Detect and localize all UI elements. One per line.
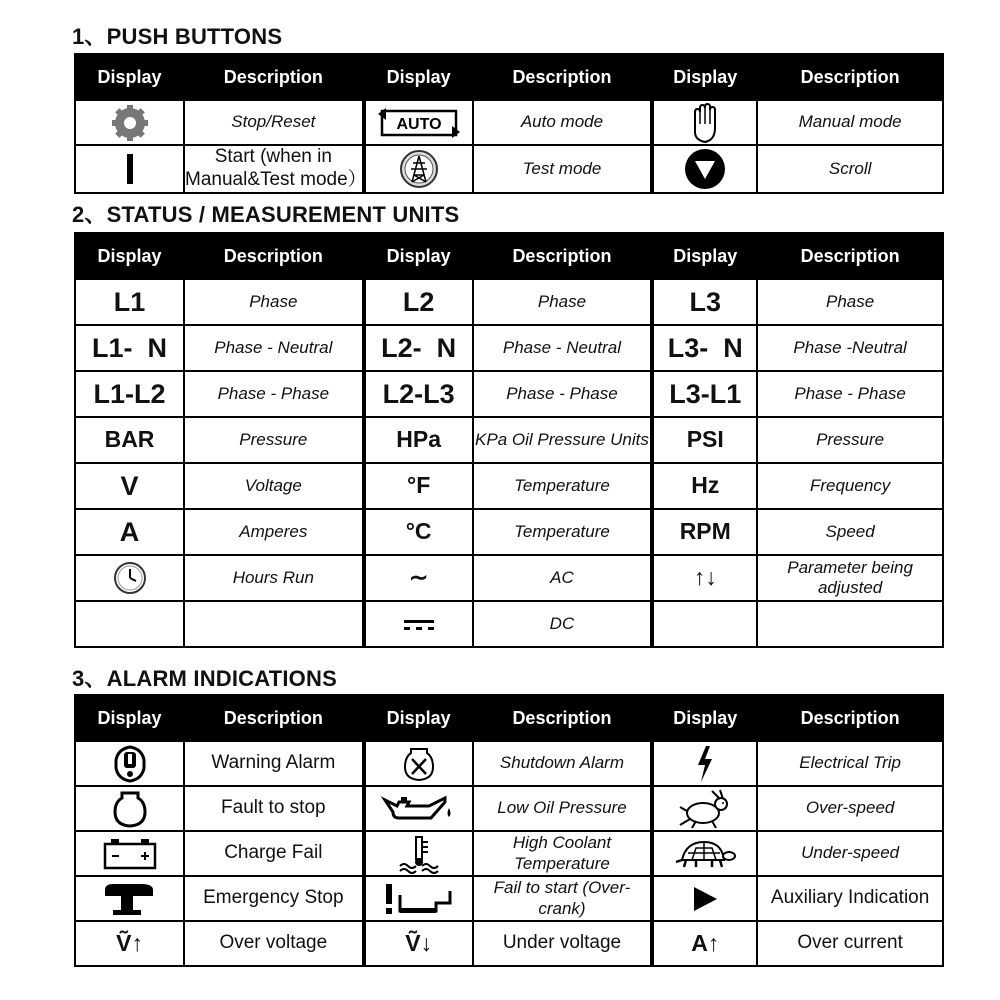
description-cell <box>184 876 364 921</box>
description-cell <box>473 786 653 831</box>
display-symbol: BAR <box>104 426 155 453</box>
table-row <box>75 831 943 876</box>
description-text: Low Oil Pressure <box>497 798 627 818</box>
turtle-icon <box>674 836 736 872</box>
header-display: Display <box>652 233 757 279</box>
rabbit-icon <box>676 789 734 829</box>
display-symbol: L2-L3 <box>382 378 455 409</box>
display-cell <box>364 371 473 417</box>
description-cell <box>757 921 943 966</box>
description-text: Over-speed <box>805 798 895 818</box>
description-text: Speed <box>825 521 875 541</box>
description-text: Hours Run <box>232 567 314 587</box>
dc-icon <box>401 614 437 634</box>
description-cell <box>473 100 653 145</box>
description-cell <box>184 371 364 417</box>
description-text: Under-speed <box>801 843 900 863</box>
header-description: Description <box>757 233 943 279</box>
description-text: Auxiliary Indication <box>770 887 930 909</box>
display-cell <box>652 279 757 325</box>
table-row <box>75 921 943 966</box>
display-symbol: L1 <box>113 286 146 317</box>
description-cell <box>473 145 653 193</box>
description-cell <box>473 921 653 966</box>
description-text: Scroll <box>828 158 872 178</box>
display-symbol: HPa <box>396 426 442 453</box>
header-display: Display <box>652 54 757 100</box>
display-cell <box>364 417 473 463</box>
display-cell <box>364 145 473 193</box>
display-symbol: L3-L1 <box>669 378 742 409</box>
description-text: Amperes <box>239 521 308 541</box>
table-row <box>75 555 943 601</box>
description-text: Electrical Trip <box>799 753 901 773</box>
description-text: Temperature <box>514 521 610 541</box>
display-cell <box>75 831 184 876</box>
description-cell <box>184 786 364 831</box>
header-description: Description <box>473 695 653 741</box>
display-cell <box>75 876 184 921</box>
description-text: Voltage <box>244 475 302 495</box>
description-cell <box>757 509 943 555</box>
description-cell <box>757 279 943 325</box>
alarm-indications-table <box>74 694 944 967</box>
display-cell <box>75 921 184 966</box>
table-row <box>75 325 943 371</box>
auto-arrows-icon <box>375 106 463 140</box>
description-text: Over current <box>797 932 903 954</box>
display-symbol: L2 <box>402 286 435 317</box>
table-row <box>75 417 943 463</box>
description-cell <box>757 371 943 417</box>
display-cell <box>652 831 757 876</box>
description-cell <box>184 921 364 966</box>
header-display: Display <box>364 695 473 741</box>
display-cell <box>75 100 184 145</box>
stop-reset-gear-icon <box>110 103 150 143</box>
header-description: Description <box>184 695 364 741</box>
fail-start-icon <box>380 881 458 917</box>
display-cell <box>652 463 757 509</box>
display-cell <box>75 463 184 509</box>
description-cell <box>184 555 364 601</box>
table-row <box>75 100 943 145</box>
display-symbol: PSI <box>686 426 724 453</box>
display-cell <box>75 279 184 325</box>
description-cell <box>757 601 943 647</box>
display-symbol: L1- N <box>91 332 167 363</box>
description-cell <box>757 417 943 463</box>
header-display: Display <box>75 54 184 100</box>
header-description: Description <box>473 54 653 100</box>
push-buttons-table <box>74 53 944 194</box>
battery-icon <box>101 836 159 872</box>
header-display: Display <box>364 54 473 100</box>
description-text: Shutdown Alarm <box>499 753 625 773</box>
description-text: Phase - Phase <box>217 383 330 403</box>
shutdown-alarm-icon <box>401 745 437 783</box>
display-cell <box>364 325 473 371</box>
header-display: Display <box>364 233 473 279</box>
display-symbol: V <box>120 470 139 501</box>
display-cell <box>75 601 184 647</box>
emergency-stop-icon <box>101 880 159 918</box>
description-cell <box>757 100 943 145</box>
description-cell <box>473 876 653 921</box>
description-cell <box>757 876 943 921</box>
display-cell <box>75 555 184 601</box>
description-text: Emergency Stop <box>203 887 344 909</box>
description-cell <box>184 279 364 325</box>
description-cell <box>473 279 653 325</box>
display-symbol: °C <box>405 518 432 545</box>
table-row <box>75 371 943 417</box>
description-cell <box>473 509 653 555</box>
display-cell <box>652 417 757 463</box>
description-text: Phase <box>826 291 875 311</box>
description-cell <box>473 463 653 509</box>
display-cell <box>364 786 473 831</box>
header-display: Display <box>652 695 757 741</box>
section-title-push-buttons: 1、PUSH BUTTONS <box>72 24 283 49</box>
description-cell <box>184 741 364 786</box>
display-cell <box>75 509 184 555</box>
svg-text:AUTO: AUTO <box>396 115 442 133</box>
display-cell <box>75 371 184 417</box>
description-text: Manual mode <box>798 112 902 132</box>
display-symbol: L1-L2 <box>93 378 166 409</box>
table-row <box>75 741 943 786</box>
description-text: Auto mode <box>520 112 604 132</box>
display-cell <box>364 555 473 601</box>
display-cell <box>652 509 757 555</box>
description-cell <box>184 417 364 463</box>
description-cell <box>757 145 943 193</box>
table-row <box>75 786 943 831</box>
display-cell <box>75 741 184 786</box>
lightning-icon <box>694 745 716 783</box>
description-text: Pressure <box>239 429 308 449</box>
display-cell <box>652 100 757 145</box>
display-cell <box>652 876 757 921</box>
display-cell <box>75 786 184 831</box>
description-text: Stop/Reset <box>231 112 316 132</box>
display-cell <box>652 921 757 966</box>
description-text: Phase <box>537 291 587 311</box>
description-text: Parameter being adjusted <box>787 557 913 597</box>
description-cell <box>473 555 653 601</box>
warning-alarm-icon <box>110 744 150 784</box>
description-cell <box>184 509 364 555</box>
display-cell <box>364 831 473 876</box>
display-symbol: L3 <box>689 286 722 317</box>
description-text: Frequency <box>809 475 891 495</box>
description-text: Fail to start (Over-crank) <box>493 878 631 918</box>
display-symbol: A <box>119 516 140 547</box>
hand-icon <box>687 102 723 144</box>
display-symbol: ∼ <box>409 564 429 591</box>
table-row <box>75 876 943 921</box>
status-units-table <box>74 232 944 648</box>
oil-can-icon <box>379 792 459 826</box>
coolant-temp-icon <box>397 834 441 874</box>
description-text: Phase - Phase <box>794 383 906 403</box>
display-cell <box>652 786 757 831</box>
display-symbol: Ṽ↓ <box>405 929 433 956</box>
display-symbol: Hz <box>691 472 720 499</box>
description-cell <box>473 741 653 786</box>
header-description: Description <box>473 233 653 279</box>
display-cell <box>75 417 184 463</box>
display-cell <box>652 371 757 417</box>
description-cell <box>757 786 943 831</box>
description-cell <box>184 100 364 145</box>
description-text: Fault to stop <box>221 797 326 819</box>
header-description: Description <box>184 233 364 279</box>
display-cell <box>652 741 757 786</box>
header-display: Display <box>75 695 184 741</box>
description-cell <box>473 371 653 417</box>
display-symbol: °F <box>407 472 431 499</box>
description-cell <box>473 601 653 647</box>
display-cell <box>364 463 473 509</box>
test-tower-icon <box>399 149 439 189</box>
display-symbol: L3- N <box>667 332 743 363</box>
display-cell <box>364 921 473 966</box>
table-row <box>75 463 943 509</box>
description-text: KPa Oil Pressure Units <box>475 429 649 449</box>
description-text: AC <box>550 567 574 587</box>
display-symbol: RPM <box>679 518 731 545</box>
table-row <box>75 601 943 647</box>
description-cell <box>473 417 653 463</box>
table-row <box>75 509 943 555</box>
table-row <box>75 145 943 193</box>
description-cell <box>757 463 943 509</box>
header-description: Description <box>757 54 943 100</box>
fault-stop-icon <box>112 789 148 829</box>
description-text: Test mode <box>522 158 602 178</box>
description-cell <box>473 831 653 876</box>
start-bar-icon <box>124 152 136 186</box>
description-text: Temperature <box>514 475 610 495</box>
description-text: Phase -Neutral <box>793 337 907 357</box>
clock-icon <box>113 561 147 595</box>
display-cell <box>364 876 473 921</box>
play-triangle-icon <box>690 884 720 914</box>
description-cell <box>184 601 364 647</box>
description-text: Start (when in Manual&Test mode） <box>185 146 367 190</box>
display-cell <box>364 509 473 555</box>
description-cell <box>184 463 364 509</box>
description-text: DC <box>549 613 575 633</box>
description-cell <box>757 741 943 786</box>
scroll-down-icon <box>684 148 726 190</box>
display-cell <box>75 325 184 371</box>
display-cell <box>364 601 473 647</box>
header-description: Description <box>757 695 943 741</box>
section-title-status-units: 2、STATUS / MEASUREMENT UNITS <box>72 202 460 227</box>
description-cell <box>757 831 943 876</box>
description-text: Phase <box>249 291 298 311</box>
description-cell <box>184 325 364 371</box>
display-cell <box>364 741 473 786</box>
display-symbol: L2- N <box>381 332 457 363</box>
display-symbol: ↑↓ <box>693 564 717 591</box>
description-cell <box>184 145 367 193</box>
section-title-alarm-indications: 3、ALARM INDICATIONS <box>72 666 337 691</box>
display-cell <box>652 145 757 193</box>
display-cell <box>652 555 757 601</box>
display-cell <box>364 279 473 325</box>
description-text: High Coolant Temperature <box>512 833 612 873</box>
description-text: Warning Alarm <box>211 752 336 774</box>
description-cell <box>757 555 943 601</box>
description-cell <box>473 325 653 371</box>
description-text: Phase - Neutral <box>502 337 622 357</box>
description-text: Phase - Neutral <box>214 337 333 357</box>
description-text: Phase - Phase <box>506 383 618 403</box>
display-cell <box>652 601 757 647</box>
header-description: Description <box>184 54 364 100</box>
description-text: Charge Fail <box>224 842 323 864</box>
description-text: Under voltage <box>502 932 622 954</box>
table-row <box>75 279 943 325</box>
display-cell <box>652 325 757 371</box>
description-text: Over voltage <box>219 932 328 954</box>
description-cell <box>184 831 364 876</box>
display-symbol: A↑ <box>691 929 720 956</box>
display-symbol: Ṽ↑ <box>116 929 143 956</box>
display-cell <box>364 100 473 145</box>
display-cell <box>75 145 184 193</box>
description-text: Pressure <box>816 429 885 449</box>
header-display: Display <box>75 233 184 279</box>
description-cell <box>757 325 943 371</box>
